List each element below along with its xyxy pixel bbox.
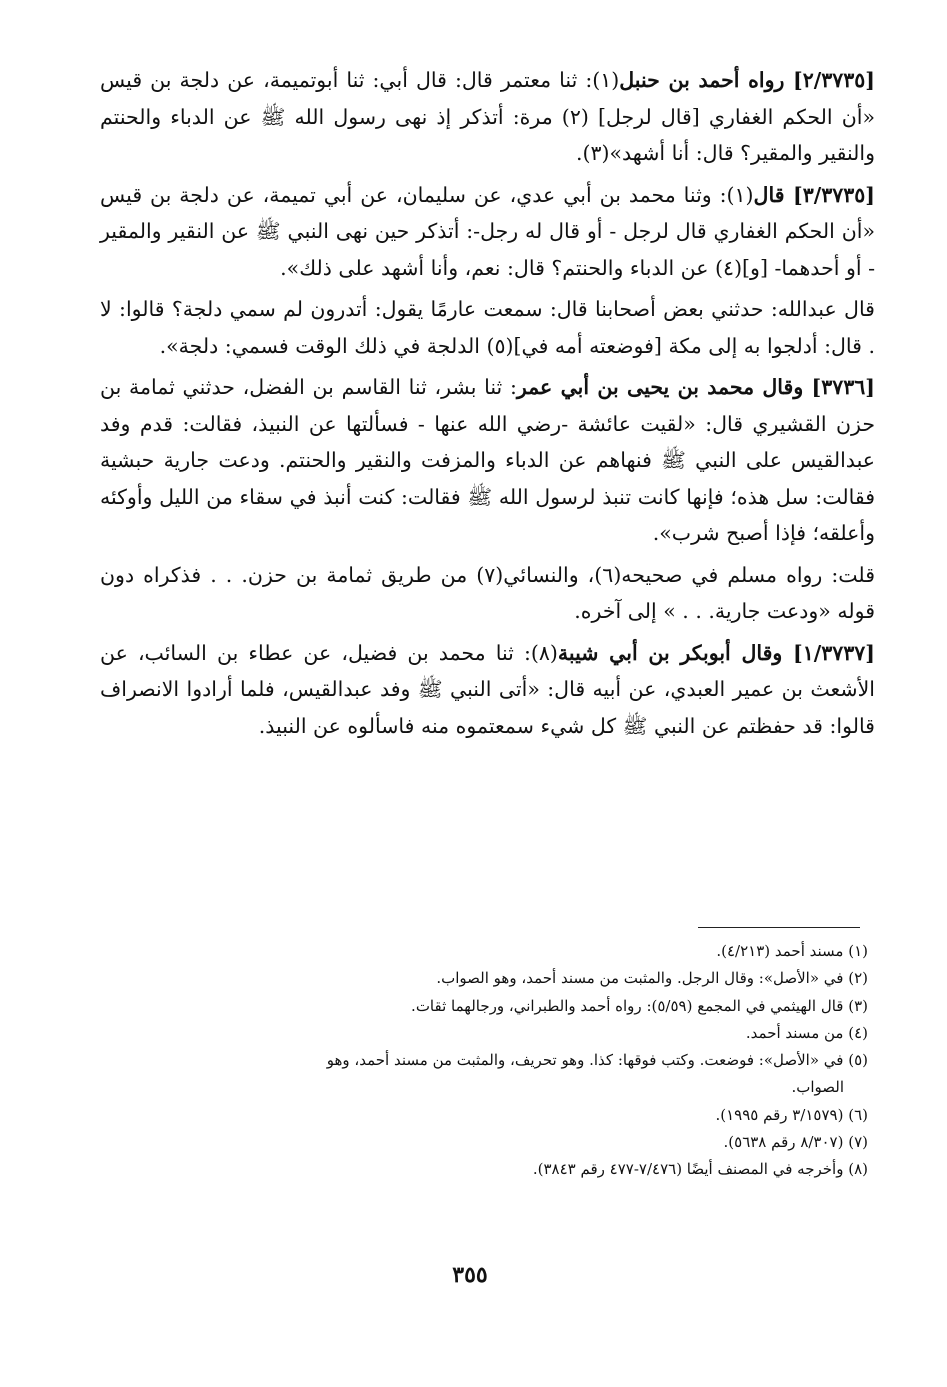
paragraph-body: (٨): ثنا محمد بن فضيل، عن عطاء بن السائب، عن الأشعث بن عمير العبدي، عن أبيه قال: «أتى النبي ﷺ وفد عبدالقيس، فلما أرادوا الانصراف قالوا: قد حفظتم عن النبي ﷺ كل شيء سمعتموه منه فاسألوه عن النبيذ. <box>100 640 875 738</box>
hadith-reference: [١/٣٧٣٧] وقال أبوبكر بن أبي شيبة <box>557 640 875 665</box>
paragraph-5 <box>100 557 875 630</box>
paragraph-body: : ثنا بشر، ثنا القاسم بن الفضل، حدثني ثمامة بن حزن القشيري قال: «لقيت عائشة -رضي الله عنها - فسألتها عن النبيذ، فقالت: قدم وفد عبدالقيس على النبي ﷺ فنهاهم عن الدباء والمزفت والنقير والحنتم. ودعت جارية حبشية فقالت: سل هذه؛ فإنها كانت تنبذ لرسول الله ﷺ فقالت: كنت أنبذ في سقاء من الليل وأوكئه وأعلقه؛ فإذا أصبح شرب». <box>100 375 875 545</box>
paragraph-3 <box>100 291 875 364</box>
footnote-4: (٤) من مسند أحمد. <box>745 1023 868 1042</box>
footnote-2: (٢) في «الأصل»: وقال الرجل. والمثبت من مسند أحمد، وهو الصواب. <box>436 969 868 988</box>
footnote-1: (١) مسند أحمد (٤/٢١٣). <box>716 942 868 960</box>
main-text <box>100 62 875 749</box>
page-number: ٣٥٥ <box>452 1262 488 1288</box>
paragraph-body: قال عبدالله: حدثني بعض أصحابنا قال: سمعت عارمًا يقول: أتدرون لم سمي دلجة؟ قالوا: لا . قال: أدلجوا به إلى مكة [فوضعته أمه في](٥) الدلجة في ذلك الوقت فسمي: دلجة». <box>100 297 875 358</box>
footnotes <box>100 938 868 1184</box>
paragraph-6 <box>100 635 875 745</box>
footnote-8: (٨) وأخرجه في المصنف أيضًا (٧/٤٧٦-٤٧٧ رقم ٣٨٤٣). <box>532 1160 868 1179</box>
hadith-reference: [٣٧٣٦] وقال محمد بن يحيى بن أبي عمر <box>516 375 875 399</box>
hadith-reference: [٢/٣٧٣٥] رواه أحمد بن حنبل <box>619 68 875 92</box>
paragraph-2 <box>100 177 875 287</box>
paragraph-1 <box>100 62 875 172</box>
paragraph-4 <box>100 369 875 552</box>
footnote-7: (٧) (٨/٣٠٧ رقم ٥٦٣٨). <box>723 1133 868 1152</box>
paragraph-body: قلت: رواه مسلم في صحيحه(٦)، والنسائي(٧) من طريق ثمامة بن حزن. . . فذكراه دون قوله «ودعت جارية. . . » إلى آخره. <box>100 562 875 623</box>
footnote-5-continued: الصواب. <box>791 1078 844 1097</box>
paragraph-body: (١): ثنا معتمر قال: قال أبي: ثنا أبوتميمة، عن دلجة بن قيس «أن الحكم الغفاري [قال لرجل] (٢) مرة: أتذكر إذ نهى رسول الله ﷺ عن الدباء والحنتم والنقير والمقير؟ قال: أنا أشهد»(٣). <box>100 68 875 165</box>
hadith-reference: [٣/٣٧٣٥] قال <box>753 182 875 207</box>
paragraph-body: (١): وثنا محمد بن أبي عدي، عن سليمان، عن أبي تميمة، عن دلجة بن قيس «أن الحكم الغفاري قال لرجل - أو قال له رجل-: أتذكر حين نهى النبي ﷺ عن النقير والمقير - أو أحدهما- [و](٤) عن الدباء والحنتم؟ قال: نعم، وأنا أشهد على ذلك». <box>100 182 875 280</box>
footnote-3: (٣) قال الهيثمي في المجمع (٥/٥٩): رواه أحمد والطبراني، ورجالهما ثقات. <box>411 996 868 1015</box>
footnote-separator <box>698 927 860 928</box>
footnote-5: (٥) في «الأصل»: فوضعت. وكتب فوقها: كذا. وهو تحريف، والمثبت من مسند أحمد، وهو <box>326 1051 868 1070</box>
footnote-6: (٦) (٣/١٥٧٩ رقم ١٩٩٥). <box>715 1105 868 1124</box>
